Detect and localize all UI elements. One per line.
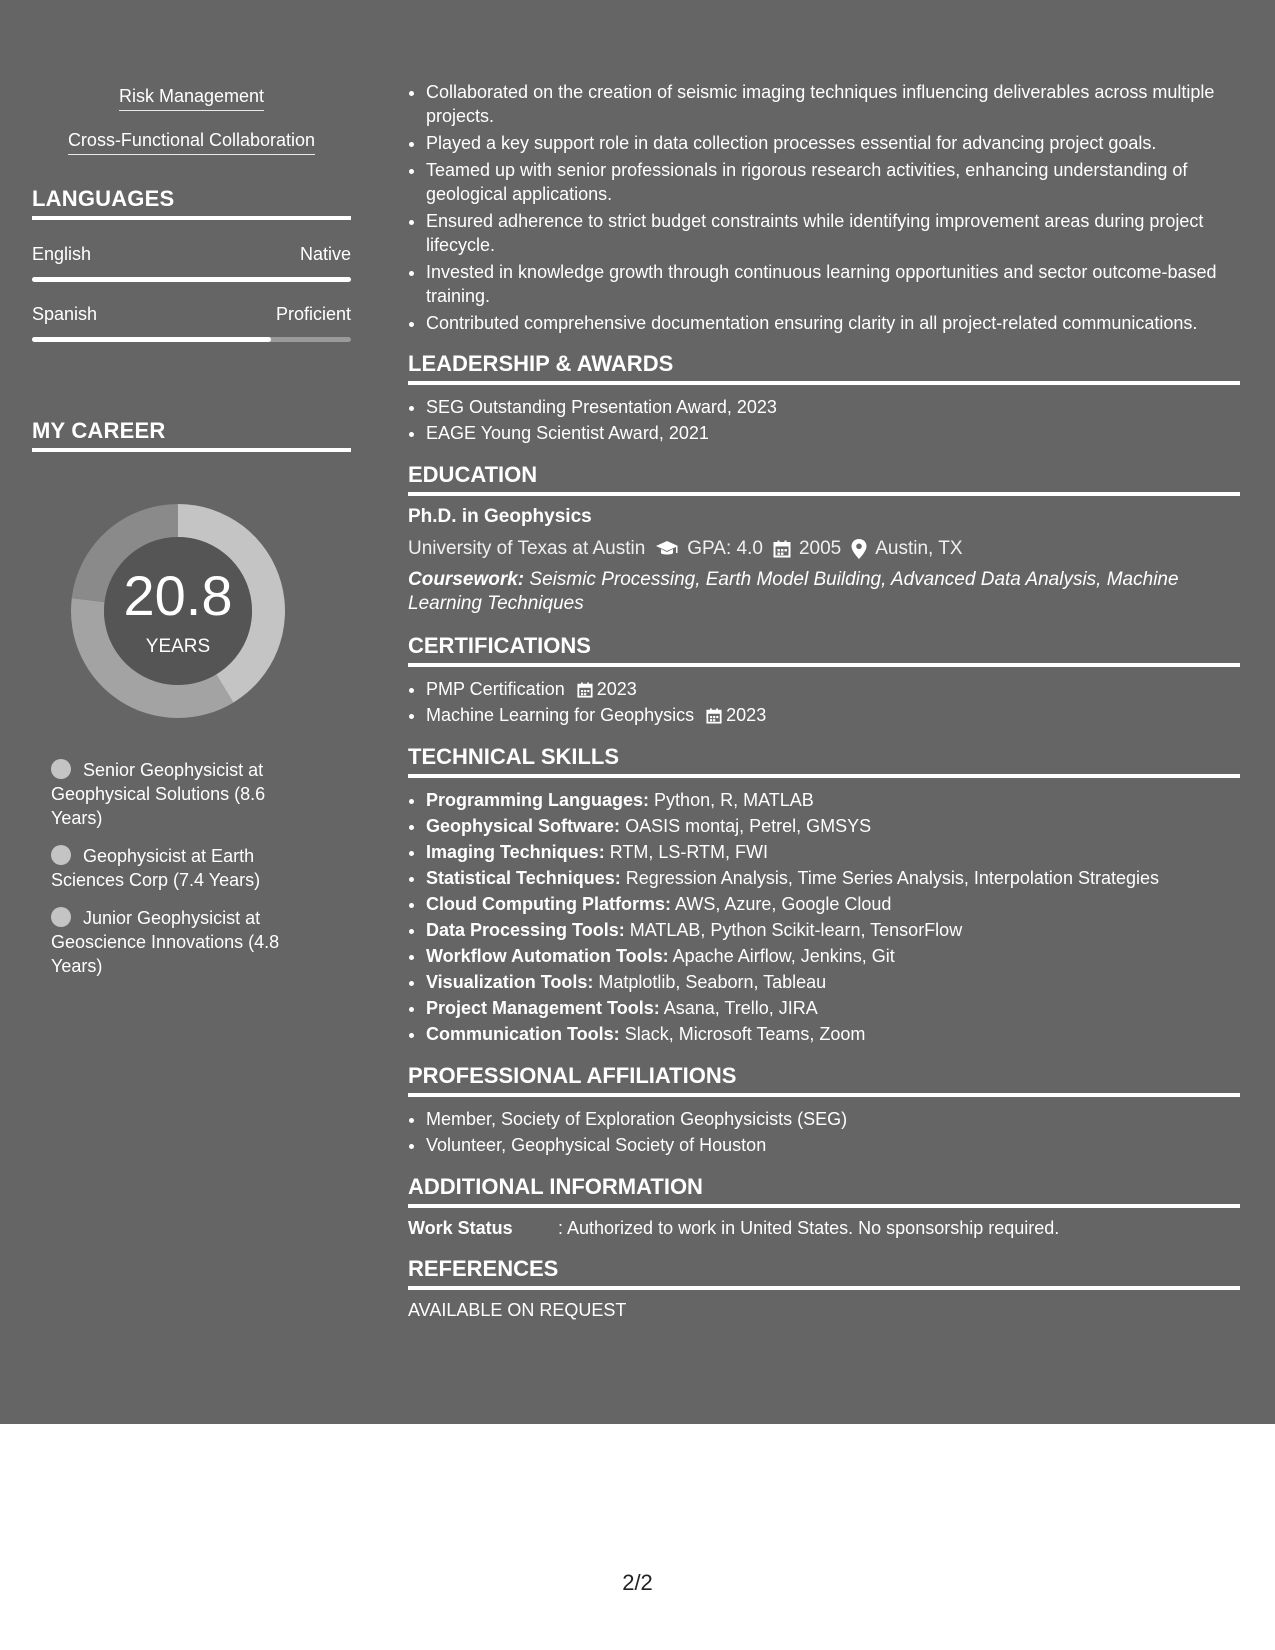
career-donut	[63, 496, 293, 726]
awards-list	[408, 395, 1240, 445]
language-bar-fill	[32, 337, 271, 342]
experience-bullet: • Invested in knowledge growth through continuous learning opportunities and sector outcome-based training.	[426, 260, 1240, 308]
language-row	[32, 244, 351, 265]
career-total: 20.8	[123, 564, 233, 627]
calendar-icon	[577, 682, 593, 698]
affiliations-heading: PROFESSIONAL AFFILIATIONS	[408, 1063, 1240, 1097]
experience-bullet: • Collaborated on the creation of seismic imaging techniques influencing deliverables across multiple projects.	[426, 80, 1240, 128]
sidebar	[32, 0, 351, 992]
career-heading: MY CAREER	[32, 418, 351, 452]
skill-value: Matplotlib, Seaborn, Tableau	[598, 972, 827, 992]
language-name: English	[32, 244, 92, 264]
awards-heading: LEADERSHIP & AWARDS	[408, 351, 1240, 385]
career-legend-label: Geophysicist at Earth Sciences Corp (7.4 Years)	[51, 846, 261, 890]
affiliations-list	[408, 1107, 1240, 1157]
career-legend-label: Senior Geophysicist at Geophysical Solutions (8.6 Years)	[51, 760, 266, 828]
certifications-heading: CERTIFICATIONS	[408, 633, 1240, 667]
education-school: University of Texas at Austin	[408, 538, 646, 559]
career-legend-label: Junior Geophysicist at Geoscience Innovations (4.8 Years)	[51, 908, 280, 976]
calendar-icon	[706, 708, 722, 724]
education-degree: Ph.D. in Geophysics	[408, 506, 592, 527]
skill-label: Cloud Computing Platforms:	[426, 894, 671, 914]
certification-year: 2023	[726, 705, 767, 725]
certification-name: PMP Certification	[426, 679, 565, 699]
affiliation-item: • Member, Society of Exploration Geophysicists (SEG)	[426, 1107, 1240, 1131]
skill-value: AWS, Azure, Google Cloud	[675, 894, 892, 914]
language-row	[32, 304, 351, 325]
career-unit: YEARS	[145, 636, 211, 657]
skill-item	[426, 996, 1240, 1020]
skill-value: MATLAB, Python Scikit-learn, TensorFlow	[629, 920, 963, 940]
graduation-cap-icon	[655, 540, 679, 558]
languages-heading: LANGUAGES	[32, 186, 351, 220]
award-item: • EAGE Young Scientist Award, 2021	[426, 421, 1240, 445]
technical-skills-heading: TECHNICAL SKILLS	[408, 744, 1240, 778]
education-details	[408, 538, 1240, 560]
language-bar-fill	[32, 277, 351, 282]
affiliation-item: • Volunteer, Geophysical Society of Houston	[426, 1133, 1240, 1157]
career-legend-item	[51, 758, 301, 830]
experience-bullet: • Teamed up with senior professionals in rigorous research activities, enhancing understanding of geological applications.	[426, 158, 1240, 206]
coursework-label: Coursework:	[408, 569, 525, 590]
legend-dot-icon	[51, 759, 71, 779]
work-status-value: : Authorized to work in United States. No sponsorship required.	[558, 1218, 1060, 1238]
references-text: AVAILABLE ON REQUEST	[408, 1300, 627, 1320]
skill-value: Python, R, MATLAB	[654, 790, 814, 810]
skill-label: Workflow Automation Tools:	[426, 946, 669, 966]
skill-item	[426, 944, 1240, 968]
language-bar	[32, 337, 351, 342]
skill-item	[426, 918, 1240, 942]
experience-bullet: • Played a key support role in data collection processes essential for advancing project goals.	[426, 131, 1240, 155]
education-heading: EDUCATION	[408, 462, 1240, 496]
skill-label: Communication Tools:	[426, 1024, 620, 1044]
skill-item	[426, 892, 1240, 916]
education-gpa: GPA: 4.0	[687, 538, 763, 559]
language-name: Spanish	[32, 304, 98, 324]
technical-skills-list	[408, 788, 1240, 1046]
career-legend-item	[51, 906, 301, 978]
certification-item	[426, 677, 1240, 701]
skill-tag: Cross-Functional Collaboration	[68, 130, 315, 155]
skill-tag: Risk Management	[119, 86, 264, 111]
skill-value: Regression Analysis, Time Series Analysis, Interpolation Strategies	[625, 868, 1159, 888]
skill-item	[426, 814, 1240, 838]
coursework-value: Seismic Processing, Earth Model Building, Advanced Data Analysis, Machine Learning Techniques	[408, 569, 1179, 614]
language-level: Native	[299, 244, 351, 264]
certification-year: 2023	[596, 679, 637, 699]
skill-label: Statistical Techniques:	[426, 868, 621, 888]
skill-label: Geophysical Software:	[426, 816, 621, 836]
skill-label: Project Management Tools:	[426, 998, 660, 1018]
skill-tags	[32, 0, 351, 174]
skill-item	[426, 840, 1240, 864]
education-location: Austin, TX	[875, 538, 963, 559]
skill-item	[426, 970, 1240, 994]
main-column	[408, 0, 1240, 1321]
experience-bullet: • Ensured adherence to strict budget constraints while identifying improvement areas during project lifecycle.	[426, 209, 1240, 257]
skill-value: Asana, Trello, JIRA	[663, 998, 818, 1018]
skill-value: Slack, Microsoft Teams, Zoom	[624, 1024, 866, 1044]
work-status-row	[408, 1218, 1240, 1239]
legend-dot-icon	[51, 845, 71, 865]
certifications-list	[408, 677, 1240, 727]
experience-bullet: • Contributed comprehensive documentation ensuring clarity in all project-related communications.	[426, 311, 1240, 335]
skill-value: OASIS montaj, Petrel, GMSYS	[625, 816, 872, 836]
skill-label: Data Processing Tools:	[426, 920, 625, 940]
skill-item	[426, 866, 1240, 890]
language-bar	[32, 277, 351, 282]
career-legend-item	[51, 844, 301, 892]
career-legend	[51, 758, 301, 978]
additional-info-heading: ADDITIONAL INFORMATION	[408, 1174, 1240, 1208]
location-pin-icon	[851, 539, 867, 559]
page-number: 2/2	[622, 1570, 653, 1595]
work-status-label: Work Status	[408, 1218, 513, 1238]
skill-label: Programming Languages:	[426, 790, 650, 810]
certification-name: Machine Learning for Geophysics	[426, 705, 695, 725]
award-item: • SEG Outstanding Presentation Award, 2023	[426, 395, 1240, 419]
skill-value: Apache Airflow, Jenkins, Git	[672, 946, 895, 966]
skill-item	[426, 1022, 1240, 1046]
references-heading: REFERENCES	[408, 1256, 1240, 1290]
experience-bullets	[408, 0, 1240, 335]
legend-dot-icon	[51, 907, 71, 927]
calendar-icon	[773, 540, 791, 558]
language-level: Proficient	[275, 304, 351, 324]
skill-label: Visualization Tools:	[426, 972, 594, 992]
education-year: 2005	[798, 538, 842, 559]
education-coursework	[408, 568, 1240, 616]
skill-value: RTM, LS-RTM, FWI	[609, 842, 769, 862]
certification-item	[426, 703, 1240, 727]
skill-item	[426, 788, 1240, 812]
skill-label: Imaging Techniques:	[426, 842, 605, 862]
